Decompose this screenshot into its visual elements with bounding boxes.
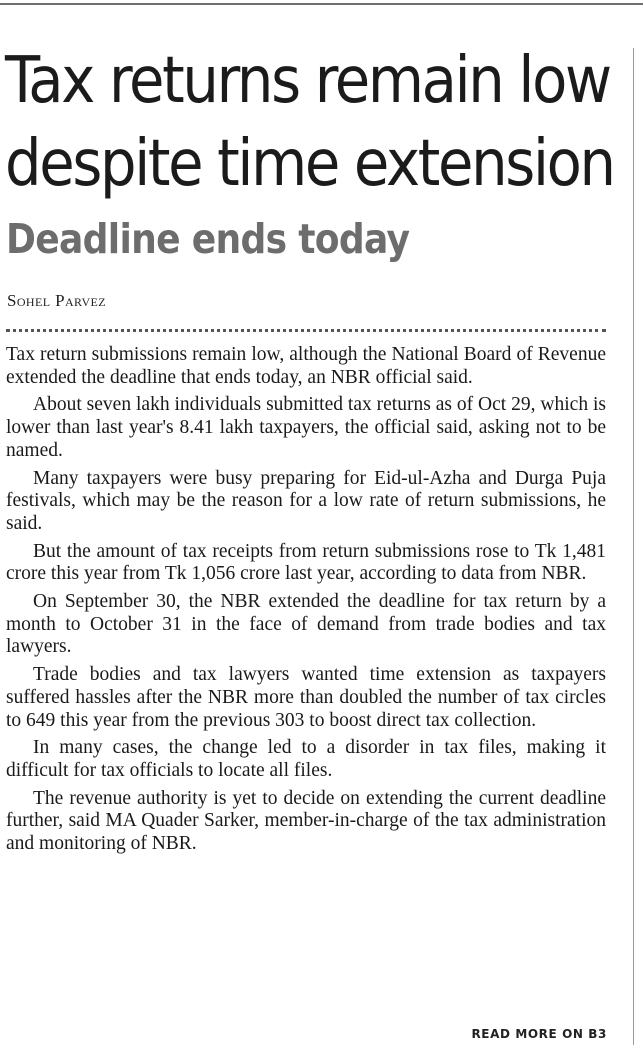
paragraph-8: The revenue authority is yet to decide on extending the current deadline further, said MA Quader Sarker, member-in-charge of the tax administration and monitoring of NBR. [6,787,606,855]
paragraph-1: Tax return submissions remain low, although the National Board of Revenue extended the deadline that ends today, an NBR official said. [6,344,606,388]
headline [5,40,614,206]
top-rule [0,3,643,5]
paragraph-5: On September 30, the NBR extended the deadline for tax return by a month to October 31 in the face of demand from trade bodies and tax lawyers. [6,591,606,658]
article-body [6,344,606,861]
read-more-link[interactable]: READ MORE ON B3 [471,1027,607,1041]
column-rule [633,48,634,1045]
paragraph-3: Many taxpayers were busy preparing for Eid-ul-Azha and Durga Puja festivals, which may be the reason for a low rate of return submissions, he said. [6,467,606,534]
paragraph-7: In many cases, the change led to a disorder in tax files, making it difficult for tax officials to locate all files. [6,737,606,781]
headline-line-2: despite time extension [5,127,614,201]
paragraph-4: But the amount of tax receipts from return submissions rose to Tk 1,481 crore this year from Tk 1,056 crore last year, according to data from NBR. [6,540,606,585]
paragraph-2: About seven lakh individuals submitted tax returns as of Oct 29, which is lower than last year's 8.41 lakh taxpayers, the official said, asking not to be named. [6,394,606,461]
subheadline: Deadline ends today [6,215,410,263]
paragraph-6: Trade bodies and tax lawyers wanted time extension as taxpayers suffered hassles after the NBR more than doubled the number of tax circles to 649 this year from the previous 303 to boost direct tax collection. [6,664,606,731]
byline: Sohel Parvez [7,291,106,310]
dotted-divider [6,329,606,332]
headline-line-1: Tax returns remain low [5,44,610,118]
